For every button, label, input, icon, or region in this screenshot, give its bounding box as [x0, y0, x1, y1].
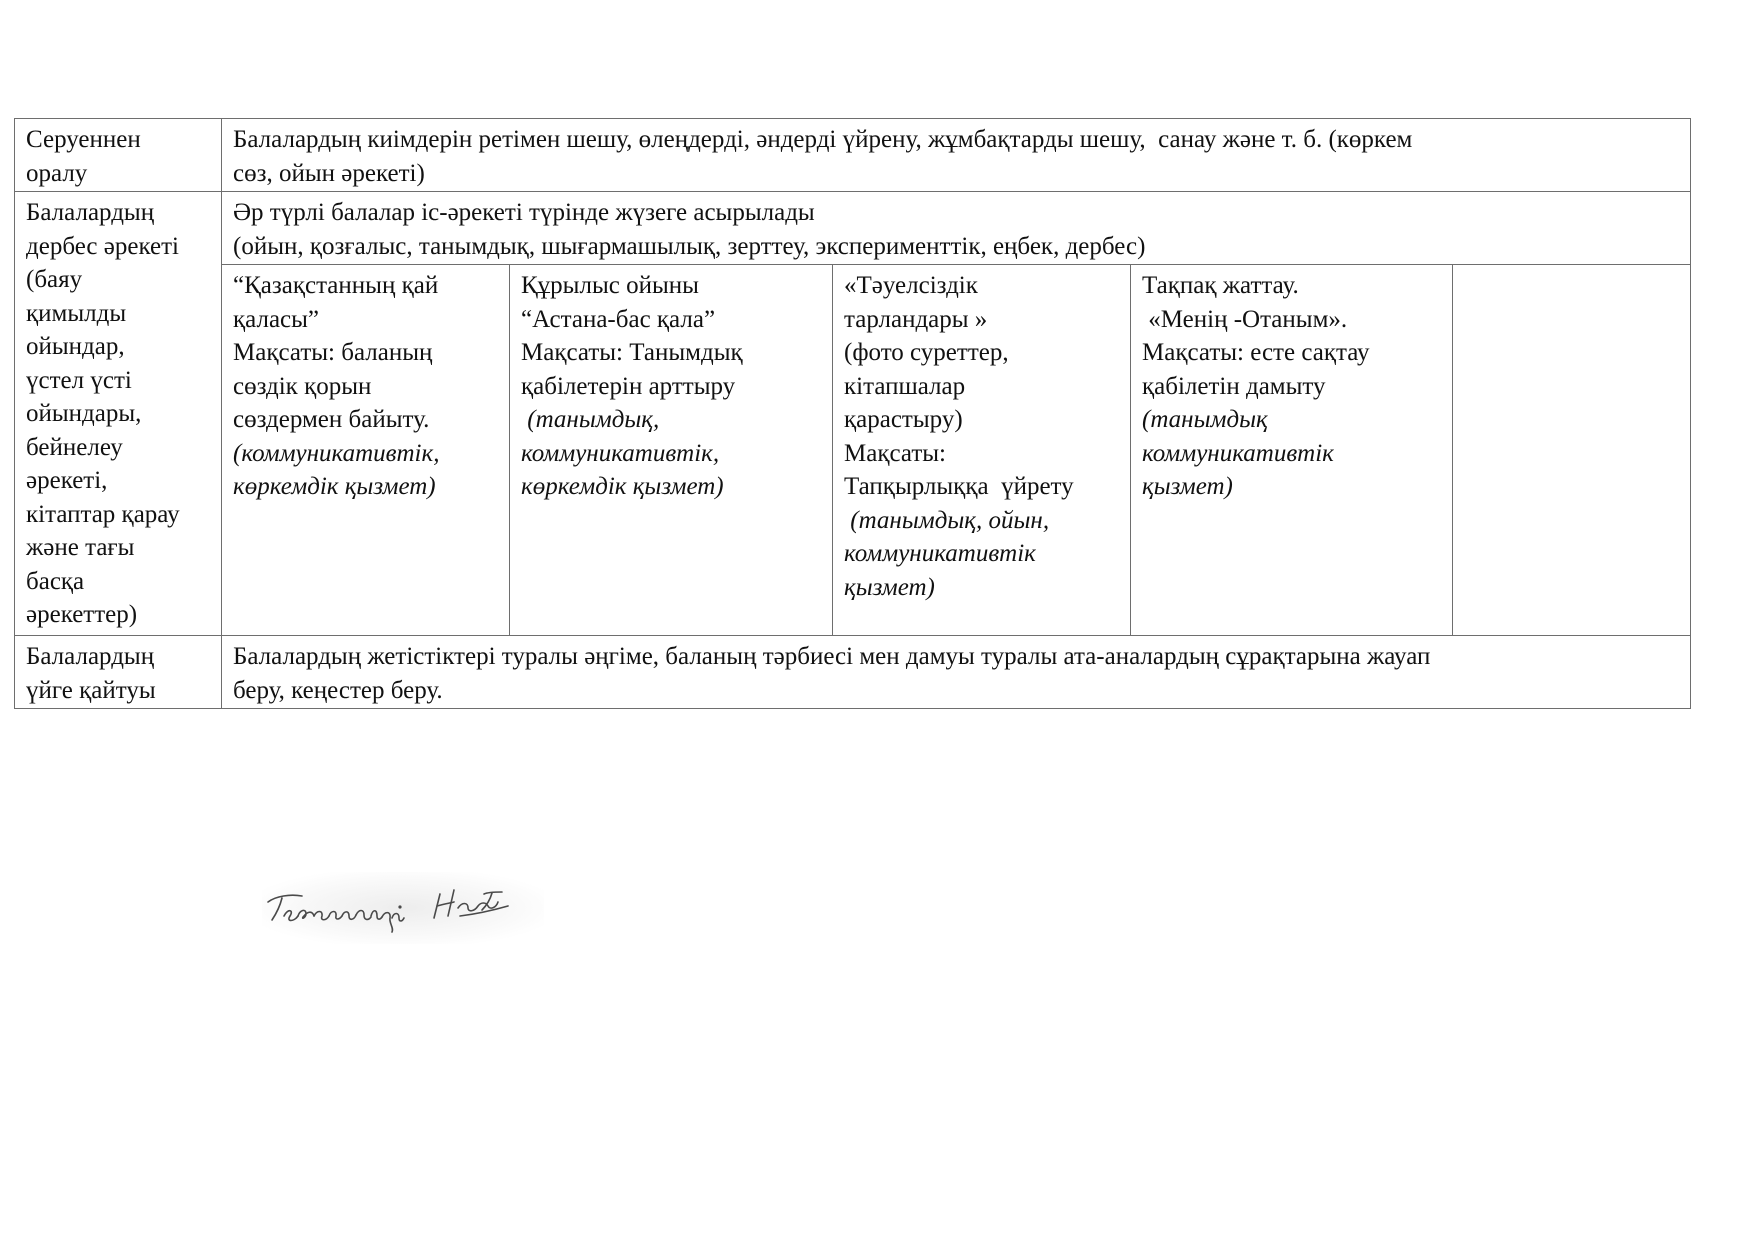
label-line: үйге қайтуы	[26, 676, 156, 704]
activity-line: сөздік қорын	[233, 372, 372, 400]
activity-line: Тапқырлыққа үйрету	[844, 473, 1074, 500]
row-content-return	[222, 119, 1691, 192]
label-line: Балалардың	[26, 199, 155, 226]
label-line: ойындар,	[26, 333, 125, 360]
activity-area-line: (коммуникативтік,	[233, 439, 440, 467]
day-cell-1	[222, 265, 510, 636]
activity-line: Құрылыс ойыны	[521, 272, 699, 299]
activity-line: қабілетін дамыту	[1142, 372, 1326, 400]
content-line: беру, кеңестер беру.	[233, 676, 443, 704]
table-row-independent-intro	[15, 192, 1691, 265]
activity-area-line: қызмет)	[1142, 473, 1233, 500]
row-content-home	[222, 636, 1691, 709]
label-line: кітаптар қарау	[26, 500, 180, 528]
activity-line: қабілетерін арттыру	[521, 372, 736, 400]
activity-area-line: коммуникативтік,	[521, 439, 720, 467]
activity-area-line: көркемдік қызмет)	[233, 473, 436, 500]
activity-area-line: көркемдік қызмет)	[521, 473, 724, 500]
activity-line: қаласы”	[233, 305, 320, 333]
table-row-independent-days	[15, 265, 1691, 636]
label-line: және тағы	[26, 534, 135, 561]
day-cell-4	[1131, 265, 1453, 636]
activity-line: Тақпақ жаттау.	[1142, 272, 1299, 299]
label-line: Серуеннен	[26, 126, 141, 153]
activity-area-line: (танымдық, ойын,	[844, 506, 1050, 534]
label-line: үстел үсті	[26, 366, 132, 394]
activity-line: Мақсаты:	[844, 439, 946, 467]
activity-area-line: қызмет)	[844, 573, 935, 601]
day-cell-5-empty	[1453, 265, 1691, 636]
activity-line: қарастыру)	[844, 406, 963, 433]
activity-line: тарландары »	[844, 305, 988, 333]
label-line: (баяу	[26, 266, 83, 293]
label-line: дербес әрекеті	[26, 232, 179, 260]
day-cell-2	[510, 265, 833, 636]
activity-area-line: (танымдық	[1142, 406, 1268, 433]
activity-line: кітапшалар	[844, 372, 966, 400]
activity-line: “Астана-бас қала”	[521, 305, 716, 333]
label-line: Балалардың	[26, 643, 155, 670]
label-line: басқа	[26, 567, 85, 595]
activity-line: сөздермен байыту.	[233, 406, 430, 433]
label-line: әрекеттер)	[26, 601, 138, 628]
activity-area-line: (танымдық,	[521, 406, 660, 433]
label-line: әрекеті,	[26, 467, 108, 494]
label-line: қимылды	[26, 299, 127, 327]
row-label-home	[15, 636, 222, 709]
label-line: ойындары,	[26, 400, 142, 427]
label-line: оралу	[26, 159, 88, 187]
content-line: сөз, ойын әрекеті)	[233, 159, 425, 187]
day-cell-3	[833, 265, 1131, 636]
table-row-return	[15, 119, 1691, 192]
handwritten-signature	[262, 872, 544, 944]
row-label-independent	[15, 192, 222, 636]
activity-line: Мақсаты: баланың	[233, 339, 433, 366]
signature-drawing	[262, 872, 544, 944]
content-line: Әр түрлі балалар іс-әрекеті түрінде жүзеге асырылады	[233, 199, 815, 226]
content-line: (ойын, қозғалыс, танымдық, шығармашылық, зерттеу, эксперименттік, еңбек, дербес)	[233, 232, 1146, 260]
row-content-independent-intro	[222, 192, 1691, 265]
content-line: Балалардың жетістіктері туралы әңгіме, баланың тәрбиесі мен дамуы туралы ата-аналардың сұрақтарына жауап	[233, 643, 1431, 670]
label-line: бейнелеу	[26, 433, 123, 461]
table-row-home	[15, 636, 1691, 709]
activity-line: «Менің -Отаным».	[1142, 305, 1348, 333]
row-label-return	[15, 119, 222, 192]
activity-line: Мақсаты: есте сақтау	[1142, 339, 1370, 366]
activity-line: «Тәуелсіздік	[844, 272, 978, 299]
content-line: Балалардың киімдерін ретімен шешу, өлеңдерді, әндерді үйрену, жұмбақтарды шешу, санау және т. б. (көркем	[233, 126, 1413, 153]
activity-line: (фото суреттер,	[844, 339, 1009, 366]
activity-area-line: коммуникативтік	[1142, 439, 1334, 467]
activity-line: “Қазақстанның қай	[233, 272, 439, 299]
activity-line: Мақсаты: Танымдық	[521, 339, 743, 366]
activity-area-line: коммуникативтік	[844, 540, 1036, 567]
daily-plan-table	[14, 118, 1691, 709]
